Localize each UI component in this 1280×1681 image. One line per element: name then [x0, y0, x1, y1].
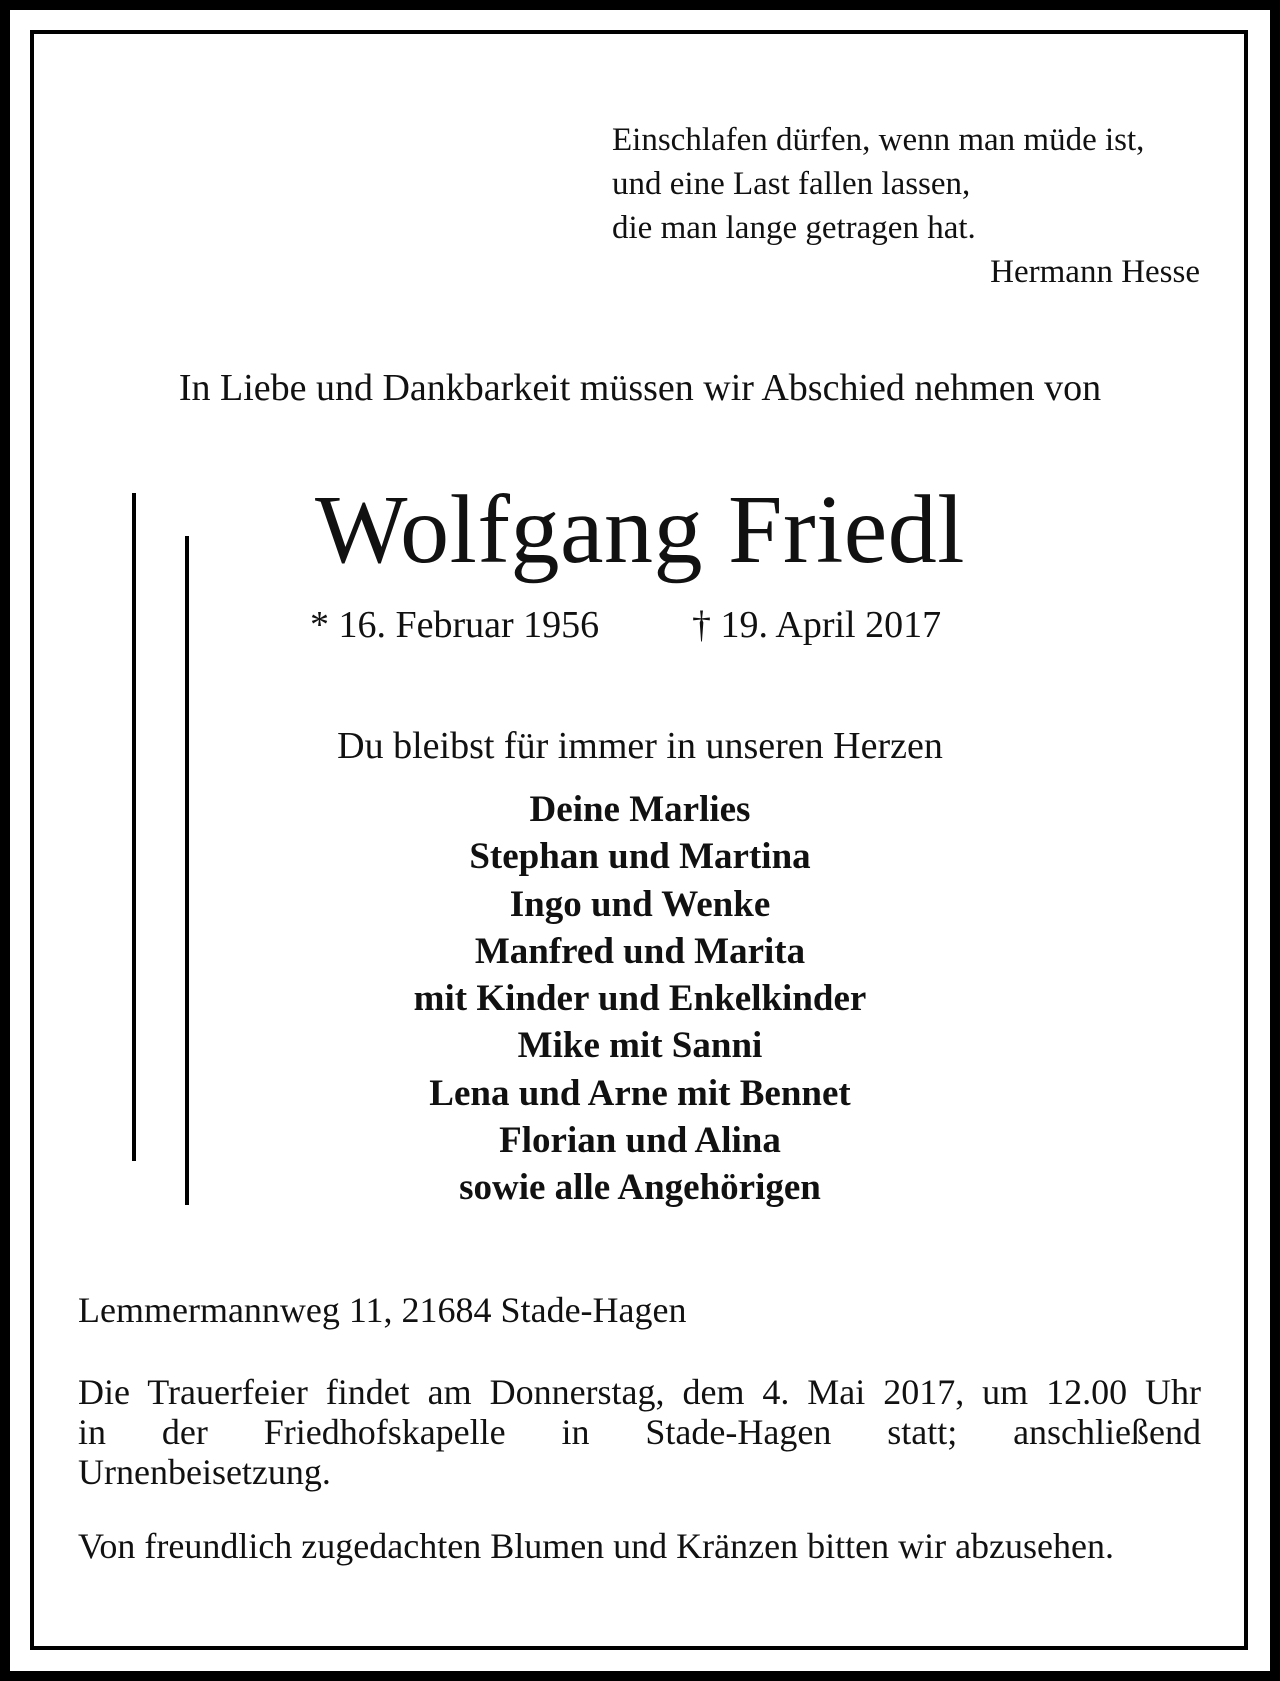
funeral-info	[78, 1372, 1201, 1492]
deceased-name: Wolfgang Friedl	[314, 476, 966, 584]
mourner-entry: Mike mit Sanni	[517, 1025, 763, 1067]
mourners-list	[0, 786, 1280, 1212]
quote-line: Einschlafen dürfen, wenn man müde ist,	[612, 122, 1145, 158]
mourner-entry: sowie alle Angehörigen	[459, 1167, 821, 1209]
death-date: † 19. April 2017	[692, 604, 942, 646]
intro-text	[0, 364, 1280, 412]
flowers-note: Von freundlich zugedachten Blumen und Kränzen bitten wir abzusehen.	[78, 1526, 1115, 1566]
mourner-entry: Ingo und Wenke	[509, 883, 771, 925]
address-text: Lemmermannweg 11, 21684 Stade-Hagen	[78, 1290, 687, 1330]
birth-date: * 16. Februar 1956	[310, 604, 600, 646]
mourner-entry: Deine Marlies	[529, 789, 751, 830]
tribute-text: Du bleibst für immer in unseren Herzen	[337, 725, 943, 767]
funeral-line: in der Friedhofskapelle in Stade-Hagen statt; anschließend	[78, 1412, 1201, 1452]
intro-line: In Liebe und Dankbarkeit müssen wir Abschied nehmen von	[178, 367, 1102, 409]
funeral-line: Urnenbeisetzung.	[78, 1452, 331, 1492]
funeral-line: Die Trauerfeier findet am Donnerstag, dem 4. Mai 2017, um 12.00 Uhr	[78, 1372, 1201, 1412]
quote-line: die man lange getragen hat.	[612, 210, 976, 246]
quote-line: und eine Last fallen lassen,	[612, 166, 971, 202]
mourner-entry: Stephan und Martina	[469, 836, 811, 878]
mourner-entry: Lena und Arne mit Bennet	[429, 1072, 851, 1114]
mourner-entry: mit Kinder und Enkelkinder	[413, 978, 867, 1020]
mourner-entry: Manfred und Marita	[474, 930, 806, 972]
mourner-entry: Florian und Alina	[499, 1120, 781, 1162]
quote-block	[612, 118, 1200, 294]
quote-author: Hermann Hesse	[990, 254, 1200, 290]
